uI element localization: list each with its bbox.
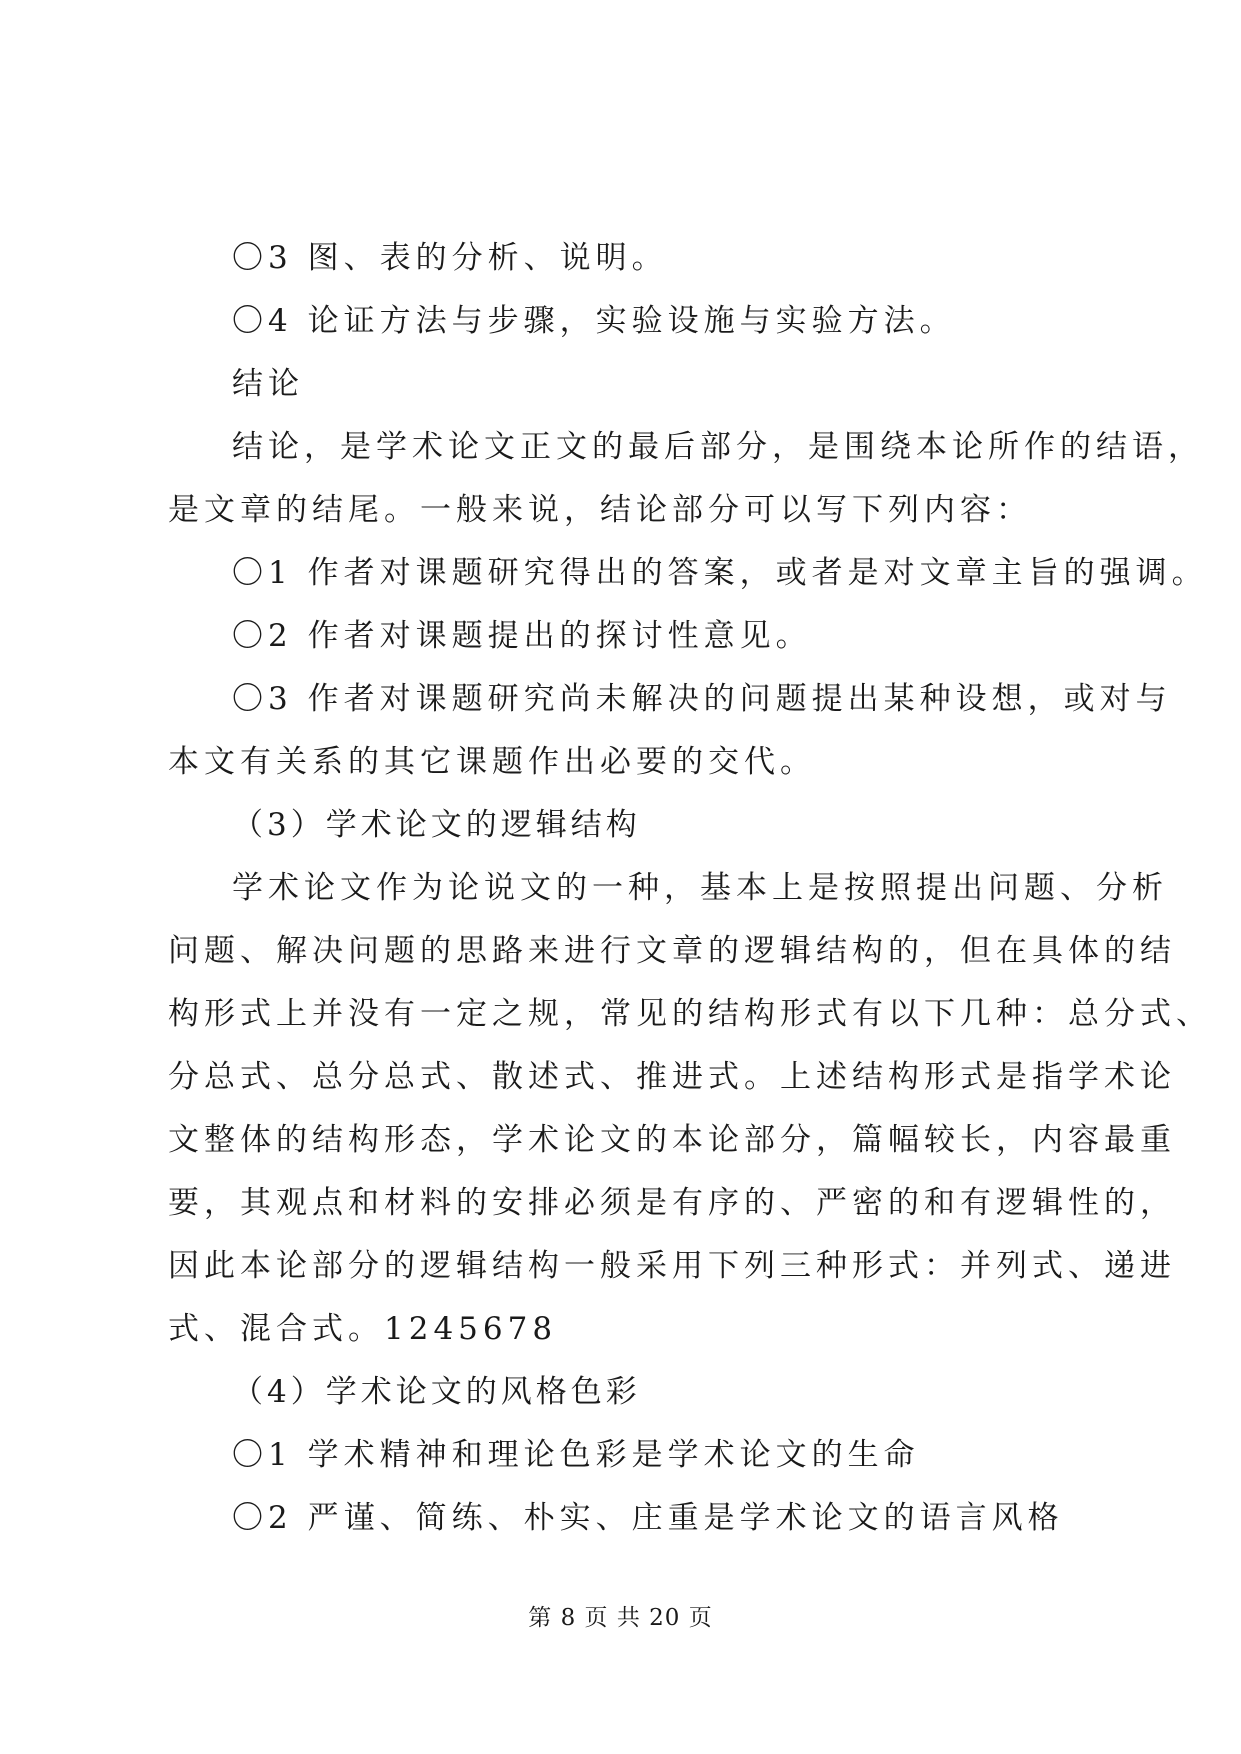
paragraph-structure-line-6: 要，其观点和材料的安排必须是有序的、严密的和有逻辑性的， (168, 1185, 1176, 1221)
paragraph-structure-line-4: 分总式、总分总式、散述式、推进式。上述结构形式是指学术论 (168, 1059, 1176, 1095)
list-item-3-figures: 〇3 图、表的分析、说明。 (232, 240, 668, 276)
list-item-1-spirit: 〇1 学术精神和理论色彩是学术论文的生命 (232, 1437, 920, 1473)
paragraph-structure-line-2: 问题、解决问题的思路来进行文章的逻辑结构的，但在具体的结 (168, 933, 1176, 969)
paragraph-structure-line-3: 构形式上并没有一定之规，常见的结构形式有以下几种：总分式、 (168, 996, 1212, 1032)
paragraph-structure-line-5: 文整体的结构形态，学术论文的本论部分，篇幅较长，内容最重 (168, 1122, 1176, 1158)
list-item-2-opinion: 〇2 作者对课题提出的探讨性意见。 (232, 618, 812, 654)
paragraph-conclusion-line-2: 是文章的结尾。一般来说，结论部分可以写下列内容： (168, 492, 1032, 528)
paragraph-structure-line-1: 学术论文作为论说文的一种，基本上是按照提出问题、分析 (232, 870, 1168, 906)
list-item-3-unsolved-line-1: 〇3 作者对课题研究尚未解决的问题提出某种设想，或对与 (232, 681, 1172, 717)
paragraph-structure-line-8: 式、混合式。1245678 (168, 1311, 558, 1347)
list-item-3-unsolved-line-2: 本文有关系的其它课题作出必要的交代。 (168, 744, 816, 780)
list-item-2-language: 〇2 严谨、简练、朴实、庄重是学术论文的语言风格 (232, 1500, 1064, 1536)
section-heading-style: （4）学术论文的风格色彩 (232, 1374, 641, 1410)
paragraph-conclusion-line-1: 结论，是学术论文正文的最后部分，是围绕本论所作的结语， (232, 429, 1204, 465)
paragraph-structure-line-7: 因此本论部分的逻辑结构一般采用下列三种形式：并列式、递进 (168, 1248, 1176, 1284)
list-item-1-answer: 〇1 作者对课题研究得出的答案，或者是对文章主旨的强调。 (232, 555, 1208, 591)
section-heading-conclusion: 结论 (232, 366, 304, 402)
section-heading-logical-structure: （3）学术论文的逻辑结构 (232, 807, 641, 843)
list-item-4-methods: 〇4 论证方法与步骤，实验设施与实验方法。 (232, 303, 956, 339)
page-footer: 第 8 页 共 20 页 (528, 1605, 713, 1631)
